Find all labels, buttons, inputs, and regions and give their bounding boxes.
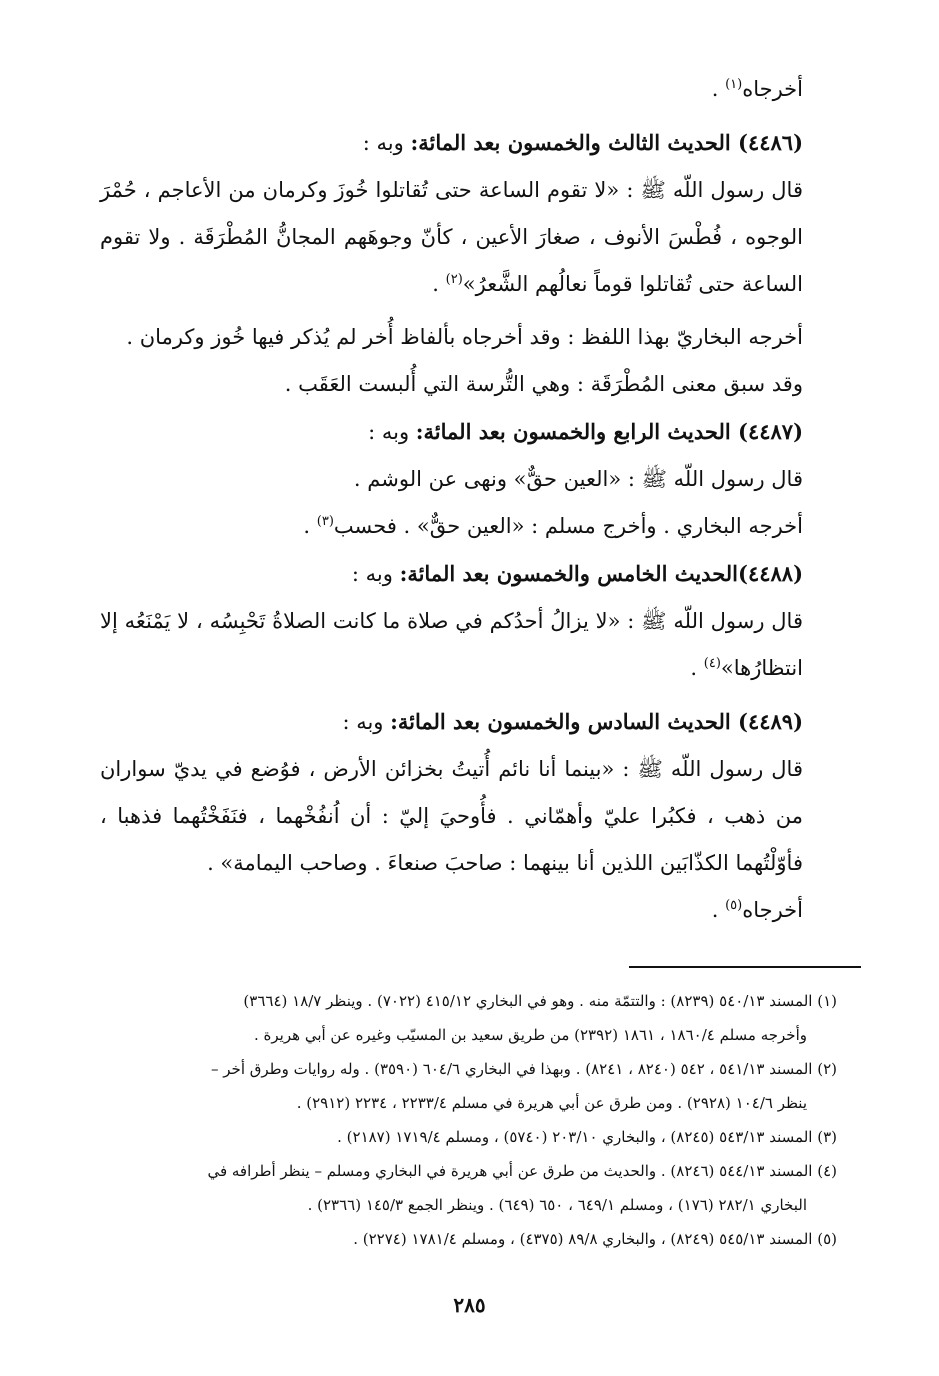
- paragraph-text: أخرجه البخاري . وأخرج مسلم : «العين حقٌّ» . فحسب: [333, 514, 803, 538]
- paragraph-end: .: [711, 898, 726, 922]
- heading-tail: وبه :: [351, 562, 400, 586]
- heading-tail: وبه :: [368, 420, 416, 444]
- paragraph: [100, 887, 839, 934]
- footnote-5: (٥) المسند ٥٤٥/١٣ (٨٢٤٩) ، والبخاري ٨٩/٨ (٤٣٧٥) ، ومسلم ١٧٨١/٤ (٢٢٧٤) .: [353, 1230, 837, 1248]
- footnote-4: (٤) المسند ٥٤٤/١٣ (٨٢٤٦) . والحديث من طرق عن أبي هريرة في البخاري ومسلم – ينظر أطرافه في: [207, 1162, 837, 1180]
- footnote-2: (٢) المسند ٥٤١/١٣ ، ٥٤٢ (٨٢٤٠ ، ٨٢٤١) . وبهذا في البخاري ٦٠٤/٦ (٣٥٩٠) . وله روايات وطرق أخر –: [211, 1060, 837, 1078]
- paragraph: أخرجه البخاريّ بهذا اللفظ : وقد أخرجاه بألفاظ أُخر لم يُذكر فيها خُوز وكرمان .: [126, 325, 803, 349]
- paragraph: [100, 503, 839, 550]
- paragraph-text: قال رسول اللّه ﷺ : «لا يزالُ أحدُكم في صلاة ما كانت الصلاةُ تَحْبِسُه ، لا يَمْنَعُه إلا انتظارُها»: [100, 609, 803, 680]
- hadith-heading-4488: [100, 550, 839, 598]
- heading-tail: وبه :: [342, 710, 391, 734]
- paragraph-end: .: [432, 272, 446, 296]
- footnote-4-continued: البخاري ٢٨٢/١ (١٧٦) ، ومسلم ٦٤٩/١ ، ٦٥٠ (٦٤٩) . وينظر الجمع ١٤٥/٣ (٢٣٦٦) .: [307, 1196, 807, 1214]
- footnote-ref: (١): [725, 77, 743, 92]
- footnote-ref: (٤): [703, 656, 721, 671]
- paragraph: وقد سبق معنى المُطْرَقَة : وهي التُّرسة التي أُلبست العَقَب .: [284, 372, 803, 396]
- page-number: ٢٨٥: [453, 1293, 486, 1317]
- paragraph-end: .: [303, 514, 317, 538]
- heading-text: (٤٤٨٩) الحديث السادس والخمسون بعد المائة:: [390, 709, 803, 734]
- paragraph: [100, 66, 839, 113]
- paragraph-text: أخرجاه: [742, 898, 803, 922]
- footnote-1-continued: وأخرجه مسلم ١٨٦٠/٤ ، ١٨٦١ (٢٣٩٢) من طريق سعيد بن المسيّب وغيره عن أبي هريرة .: [254, 1026, 807, 1044]
- footnote-2-continued: ينظر ١٠٤/٦ (٢٩٢٨) . ومن طرق عن أبي هريرة في مسلم ٢٢٣٣/٤ ، ٢٢٣٤ (٢٩١٢) .: [296, 1094, 807, 1112]
- heading-text: (٤٤٨٦) الحديث الثالث والخمسون بعد المائة:: [410, 130, 803, 155]
- footnotes: [96, 984, 837, 1256]
- footnote-ref: (٥): [725, 898, 743, 913]
- paragraph-end: .: [711, 77, 726, 101]
- hadith-heading-4487: [100, 408, 839, 456]
- footnote-3: (٣) المسند ٥٤٣/١٣ (٨٢٤٥) ، والبخاري ٢٠٣/١٠ (٥٧٤٠) ، ومسلم ١٧١٩/٤ (٢١٨٧) .: [337, 1128, 837, 1146]
- main-text: [100, 66, 839, 934]
- paragraph: [100, 598, 839, 692]
- heading-tail: وبه :: [362, 131, 411, 155]
- paragraph-end: .: [690, 656, 704, 680]
- heading-text: (٤٤٨٨)الحديث الخامس والخمسون بعد المائة:: [399, 561, 803, 586]
- hadith-heading-4489: [100, 698, 839, 746]
- heading-text: (٤٤٨٧) الحديث الرابع والخمسون بعد المائة:: [415, 419, 803, 444]
- paragraph-text: قال رسول اللّه ﷺ : «لا تقوم الساعة حتى تُقاتلوا خُوزَ وكرمان من الأعاجم ، حُمْرَ الوجوه ، فُطْسَ الأنوف ، صغارَ الأعين ، كأنّ وجوهَهم المجانُّ المُطْرَقَة . ولا تقوم الساعة حتى تُقاتلوا قوماً نعالُهم الشَّعرُ»: [100, 178, 803, 296]
- footnote-separator: [629, 966, 861, 968]
- footnote-ref: (٢): [445, 272, 463, 287]
- paragraph: [100, 167, 839, 308]
- paragraph: قال رسول اللّه ﷺ : «العين حقٌّ» ونهى عن الوشم .: [353, 467, 803, 491]
- footnote-1: (١) المسند ٥٤٠/١٣ (٨٢٣٩) : والتتمّة منه . وهو في البخاري ٤١٥/١٢ (٧٠٢٢) . وينظر ١٨/٧ (٣٦٦٤): [243, 992, 837, 1010]
- paragraph: قال رسول اللّه ﷺ : «بينما أنا نائم أُتيتُ بخزائن الأرض ، فوُضع في يديّ سواران من ذهب ، فكبُرا عليّ وأهمّاني . فأُوحيَ إليّ : أن اُنفُخْهما ، فنَفَخْتُهما فذهبا ، فأوّلْتُهما الكذّابَين اللذين أنا بينهما : صاحبَ صنعاءَ . وصاحب اليمامة» .: [100, 757, 803, 875]
- paragraph-text: أخرجاه: [742, 77, 803, 101]
- footnote-ref: (٣): [316, 514, 334, 529]
- hadith-heading-4486: [100, 119, 839, 167]
